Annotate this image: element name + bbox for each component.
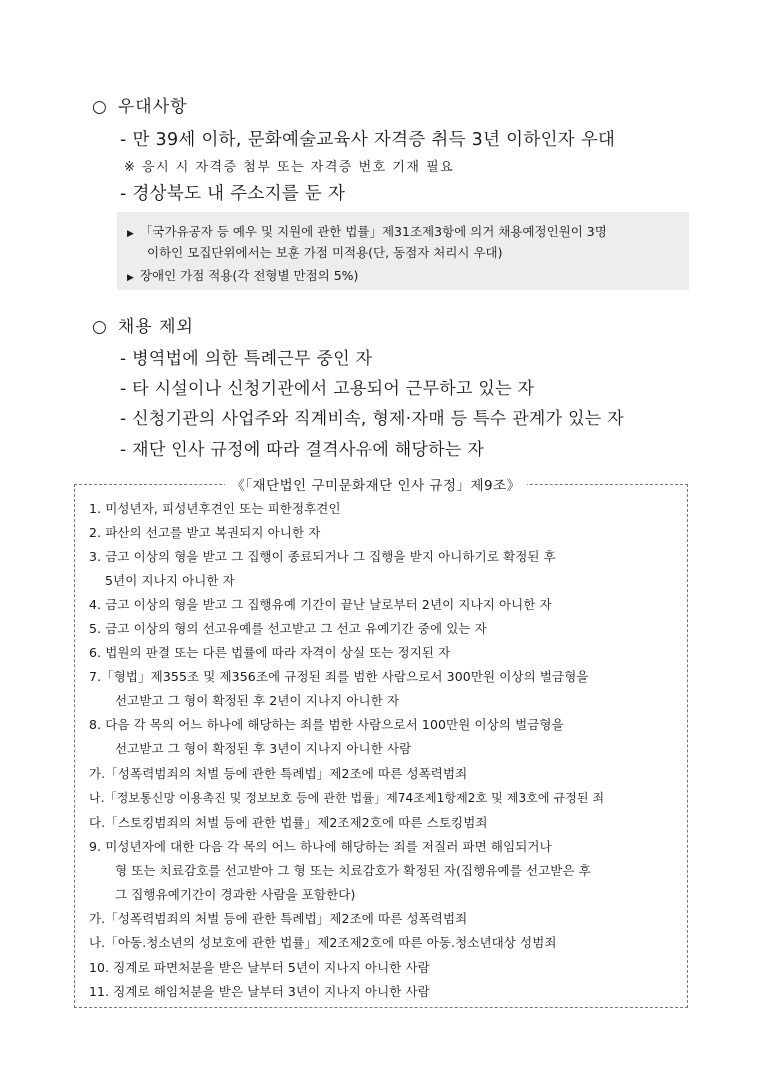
rule-line: 다.「스토킹범죄의 처벌 등에 관한 법률」제2조제2호에 따른 스토킹범죄 — [89, 815, 488, 830]
rule-line: 11. 징계로 해임처분을 받은 날부터 3년이 지나지 아니한 사람 — [89, 984, 430, 999]
circle-bullet-icon: ○ — [92, 317, 108, 337]
exclusion-item: - 타 시설이나 신청기관에서 고용되어 근무하고 있는 자 — [120, 379, 535, 399]
info-line-veterans-cont: 이하인 모집단위에서는 보훈 가점 미적용(단, 동점자 처리시 우대) — [147, 245, 503, 260]
rule-line: 3. 금고 이상의 형을 받고 그 집행이 종료되거나 그 집행을 받지 아니하기로 확정된 후 — [89, 549, 556, 564]
rule-line: 형 또는 치료감호를 선고받아 그 형 또는 치료감호가 확정된 자(집행유예를 선고받은 후 — [115, 863, 591, 878]
triangle-bullet-icon: ▶ — [127, 273, 134, 283]
triangle-bullet-icon: ▶ — [127, 229, 134, 239]
rule-line: 나.「정보통신망 이용촉진 및 정보보호 등에 관한 법률」제74조제1항제2호 및 제3호에 규정된 죄 — [89, 791, 605, 805]
rule-line: 1. 미성년자, 피성년후견인 또는 피한정후견인 — [89, 501, 341, 516]
info-line-veterans: ▶ 「국가유공자 등 예우 및 지원에 관한 법률」제31조제3항에 의거 채용예정인원이 3명 — [127, 224, 607, 239]
preference-info-box — [117, 212, 689, 290]
exclusion-title: 채용 제외 — [117, 317, 194, 337]
exclusion-item: - 병역법에 의한 특례근무 중인 자 — [120, 349, 373, 369]
preference-heading — [92, 92, 188, 117]
rule-line: 그 집행유예기간이 경과한 사람을 포함한다) — [115, 887, 356, 902]
rule-line: 5. 금고 이상의 형의 선고유예를 선고받고 그 선고 유예기간 중에 있는 자 — [89, 621, 487, 636]
rule-line: 7.「형법」제355조 및 제356조에 규정된 죄를 범한 사람으로서 300만원 이상의 벌금형을 — [89, 669, 589, 684]
rule-line: 10. 징계로 파면처분을 받은 날부터 5년이 지나지 아니한 사람 — [89, 960, 430, 975]
exclusion-heading — [92, 312, 194, 337]
rule-line: 6. 법원의 판결 또는 다른 법률에 따라 자격이 상실 또는 정지된 자 — [89, 645, 451, 660]
exclusion-item: - 재단 인사 규정에 따라 결격사유에 해당하는 자 — [120, 440, 485, 460]
rule-line: 나.「아동.청소년의 성보호에 관한 법률」제2조제2호에 따른 아동.청소년대상 성범죄 — [89, 935, 557, 950]
preference-item-age: - 만 39세 이하, 문화예술교육사 자격증 취득 3년 이하인자 우대 — [120, 130, 616, 150]
rules-title: 《「재단법인 구미문화재단 인사 규정」제9조》 — [200, 474, 552, 494]
rule-line: 5년이 지나지 아니한 자 — [105, 573, 235, 588]
preference-note: ※ 응시 시 자격증 첨부 또는 자격증 번호 기재 필요 — [124, 160, 455, 175]
rule-line: 9. 미성년자에 대한 다음 각 목의 어느 하나에 해당하는 죄를 저질러 파면 해임되거나 — [89, 839, 552, 854]
preference-title: 우대사항 — [117, 97, 188, 117]
circle-bullet-icon: ○ — [92, 97, 108, 117]
rule-line: 가.「성폭력범죄의 처벌 등에 관한 특례법」제2조에 따른 성폭력범죄 — [89, 911, 468, 926]
rules-box — [74, 484, 688, 1008]
rule-line: 선고받고 그 형이 확정된 후 3년이 지나지 아니한 사람 — [115, 741, 412, 756]
rule-line: 선고받고 그 형이 확정된 후 2년이 지나지 아니한 자 — [115, 693, 400, 708]
rule-line: 2. 파산의 선고를 받고 복권되지 아니한 자 — [89, 525, 321, 540]
info-line-disability: ▶ 장애인 가점 적용(각 전형별 만점의 5%) — [127, 268, 359, 283]
rule-line: 4. 금고 이상의 형을 받고 그 집행유예 기간이 끝난 날로부터 2년이 지나지 아니한 자 — [89, 597, 552, 612]
rule-line: 가.「성폭력범죄의 처벌 등에 관한 특례법」제2조에 따른 성폭력범죄 — [89, 766, 468, 781]
rule-line: 8. 다음 각 목의 어느 하나에 해당하는 죄를 범한 사람으로서 100만원 이상의 벌금형을 — [89, 717, 564, 732]
preference-item-residence: - 경상북도 내 주소지를 둔 자 — [120, 184, 346, 204]
exclusion-item: - 신청기관의 사업주와 직계비속, 형제·자매 등 특수 관계가 있는 자 — [120, 409, 624, 429]
